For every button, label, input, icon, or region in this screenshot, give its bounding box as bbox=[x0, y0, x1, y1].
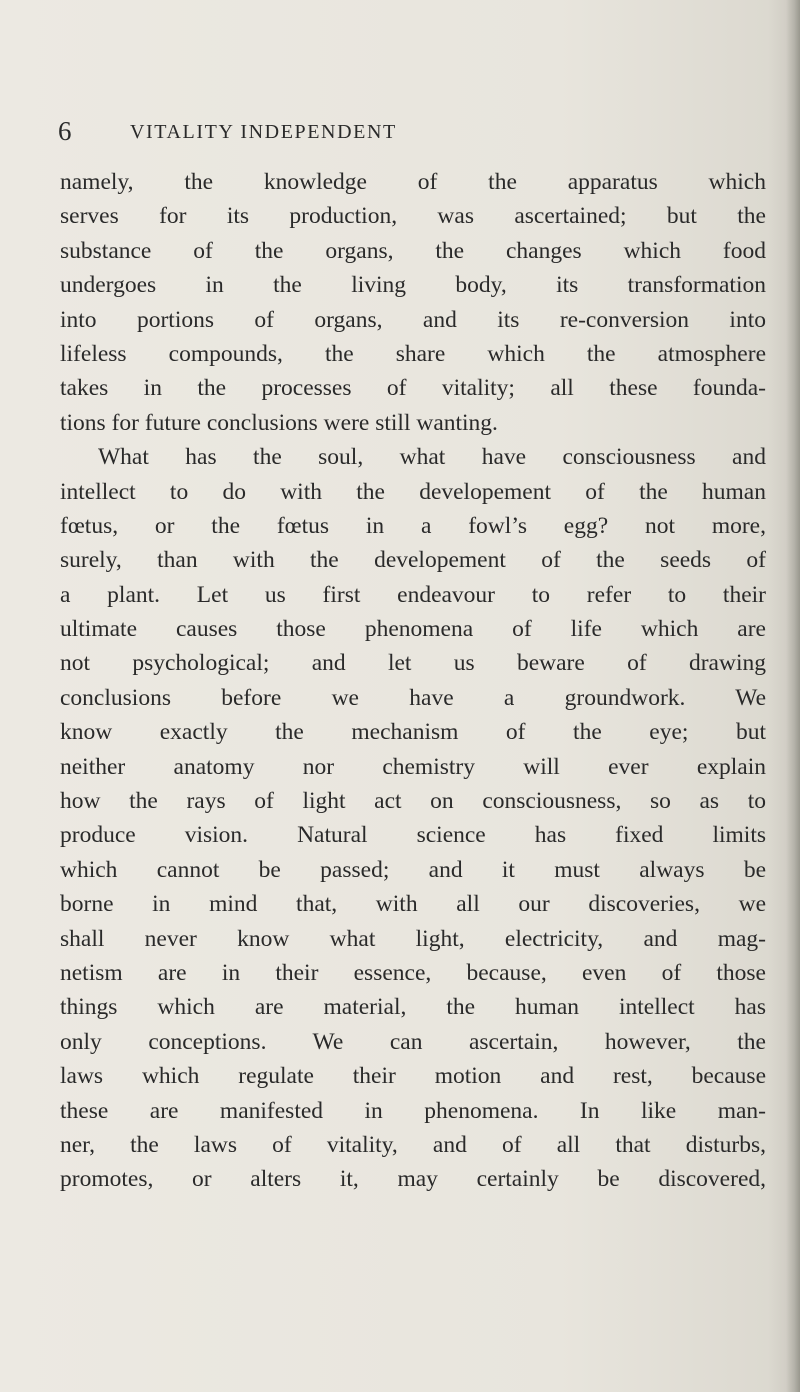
body-text bbox=[60, 165, 766, 1197]
text-line: neither anatomy nor chemistry will ever explain bbox=[60, 753, 766, 780]
text-line: borne in mind that, with all our discoveries, we bbox=[60, 891, 766, 918]
text-line: ultimate causes those phenomena of life which are bbox=[60, 616, 766, 643]
text-line: produce vision. Natural science has fixed limits bbox=[60, 822, 766, 849]
text-line: only conceptions. We can ascertain, however, the bbox=[60, 1028, 766, 1055]
text-line: netism are in their essence, because, even of those bbox=[60, 959, 766, 986]
text-line: how the rays of light act on consciousness, so as to bbox=[60, 788, 766, 815]
text-line: ner, the laws of vitality, and of all that disturbs, bbox=[60, 1131, 766, 1158]
text-line: takes in the processes of vitality; all these founda- bbox=[60, 375, 766, 402]
text-line: serves for its production, was ascertained; but the bbox=[60, 203, 766, 230]
text-line: into portions of organs, and its re-conversion into bbox=[60, 306, 766, 333]
text-line: not psychological; and let us beware of drawing bbox=[60, 650, 766, 677]
text-line: tions for future conclusions were still wanting. bbox=[60, 409, 498, 436]
text-line: undergoes in the living body, its transformation bbox=[60, 272, 766, 299]
text-line: surely, than with the developement of the seeds of bbox=[60, 547, 766, 574]
text-line: these are manifested in phenomena. In like man- bbox=[60, 1097, 766, 1124]
text-line: intellect to do with the developement of the human bbox=[60, 478, 766, 505]
text-line: substance of the organs, the changes which food bbox=[60, 237, 766, 264]
text-line: things which are material, the human intellect has bbox=[60, 994, 766, 1021]
text-line: which cannot be passed; and it must always be bbox=[60, 856, 766, 883]
text-line: lifeless compounds, the share which the atmosphere bbox=[60, 340, 766, 367]
text-line: laws which regulate their motion and rest, because bbox=[60, 1063, 766, 1090]
text-line: shall never know what light, electricity, and mag- bbox=[60, 925, 766, 952]
text-line: promotes, or alters it, may certainly be discovered, bbox=[60, 1166, 766, 1193]
text-line: What has the soul, what have consciousness and bbox=[98, 444, 766, 471]
text-line: namely, the knowledge of the apparatus which bbox=[60, 169, 766, 195]
text-line: conclusions before we have a groundwork. We bbox=[60, 684, 766, 711]
text-line: know exactly the mechanism of the eye; but bbox=[60, 719, 766, 746]
running-head: VITALITY INDEPENDENT bbox=[130, 121, 397, 143]
page-edge-shadow bbox=[786, 0, 800, 1392]
text-line: fœtus, or the fœtus in a fowl’s egg? not more, bbox=[60, 512, 766, 539]
text-line: a plant. Let us first endeavour to refer to their bbox=[60, 581, 766, 608]
page-number: 6 bbox=[58, 116, 72, 146]
